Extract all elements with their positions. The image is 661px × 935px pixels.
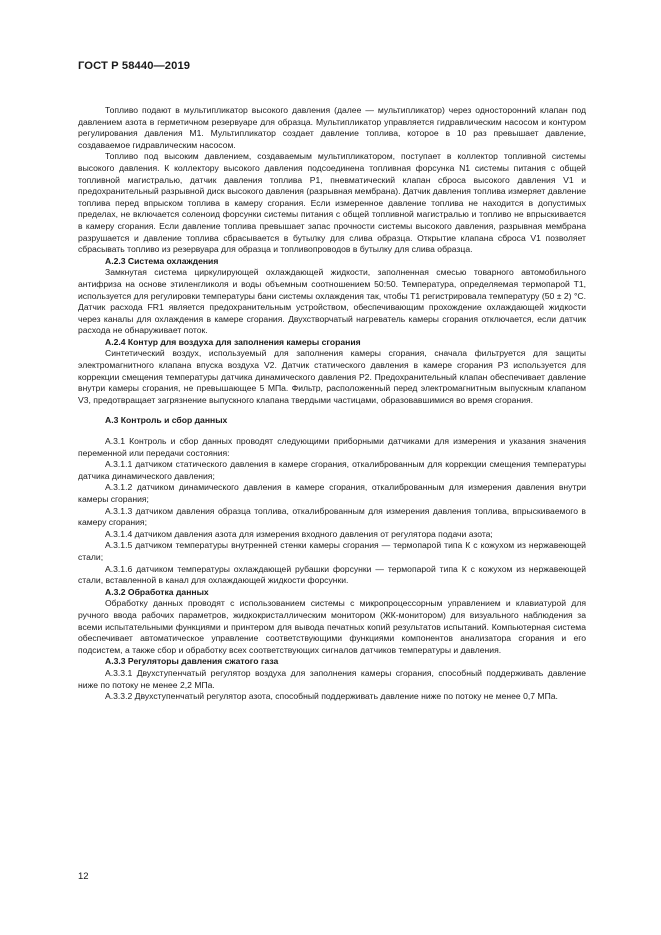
section-heading: А.2.3 Система охлаждения xyxy=(105,255,219,266)
list-item: А.3.1.5 датчиком температуры внутренней стенки камеры сгорания — термопарой типа К с кожухом из нержавеющей стали; xyxy=(78,540,586,562)
list-item: А.3.1.2 датчиком динамического давления в камере сгорания, откалиброванным для измерения давления внутри камеры сгорания; xyxy=(78,482,586,504)
section-heading: А.3.2 Обработка данных xyxy=(105,586,209,597)
paragraph: А.3.3.2 Двухступенчатый регулятор азота, способный поддерживать давление ниже по потоку не менее 0,7 МПа. xyxy=(105,691,558,702)
paragraph: Обработку данных проводят с использованием системы с микропроцессорным управлением и клавиатурой для ручного ввода рабочих параметров, жидкокристаллическим монитором (ЖК-монитором) для визуального наблюдения за всеми испытательными функциями и принтером для вывода печатных копий результатов испытаний. Компьютерная система обеспечивает автоматическое управление соответствующими функциями компонентов анализатора сгорания и его подсистем, а также сбор и обработку всех соответствующих сигналов датчиков температуры и давления. xyxy=(78,598,586,655)
paragraph: А.3.1 Контроль и сбор данных проводят следующими приборными датчиками для измерения и указания значения переменной или передачи состояния: xyxy=(78,436,586,458)
section-heading: А.3 Контроль и сбор данных xyxy=(105,415,228,426)
paragraph: Синтетический воздух, используемый для заполнения камеры сгорания, сначала фильтруется для защиты электромагнитного клапана впуска воздуха V2. Датчик статического давления в камере сгорания Р3 используется для коррекции смещения температуры датчика динамического давления Р2. Предохранительный клапан обеспечивает давление внутри камеры сгорания, не превышающее 5 МПа. Фильтр, расположенный перед электромагнитным выпускным клапаном V3, предотвращает загрязнение выпускного клапана твердыми частицами, образовавшимися во время сгорания. xyxy=(78,348,586,405)
paragraph: Замкнутая система циркулирующей охлаждающей жидкости, заполненная смесью товарного автомобильного антифриза на основе этиленгликоля и воды объемным соотношением 50:50. Температура, определяемая термопарой Т1, используется для регулировки температуры бани системы охлаждения так, чтобы Т1 регистрировала температуру (50 ± 2) °С. Датчик расхода FR1 является предохранительным устройством, обеспечивающим прохождение охлаждающей жидкости через каналы для охлаждения в камере сгорания. Двухстворчатый нагреватель камеры сгорания отключается, если датчик расхода не обнаруживает поток. xyxy=(78,267,586,336)
document-body xyxy=(78,105,586,703)
list-item: А.3.1.3 датчиком давления образца топлива, откалиброванным для измерения давления топлива, впрыскиваемого в камеру сгорания; xyxy=(78,505,586,528)
paragraph: А.3.3.1 Двухступенчатый регулятор воздуха для заполнения камеры сгорания, способный поддерживать давление ниже по потоку не менее 2,2 МПа. xyxy=(78,667,586,690)
list-item: А.3.1.6 датчиком температуры охлаждающей рубашки форсунки — термопарой типа К с кожухом из нержавеющей стали, вставленной в канал для охлаждающей жидкости форсунки. xyxy=(78,563,586,586)
list-item: А.3.1.1 датчиком статического давления в камере сгорания, откалиброванным для коррекции смещения температуры датчика динамического давления; xyxy=(78,459,586,481)
paragraph: Топливо подают в мультипликатор высокого давления (далее — мультипликатор) через односторонний клапан под давлением азота в герметичном резервуаре для образца. Мультипликатор управляется гидравлическим насосом и контуром регулирования давления М1. Мультипликатор создает давление топлива, которое в 10 раз превышает давление, создаваемое гидравлическим насосом. xyxy=(78,105,586,150)
list-item: А.3.1.4 датчиком давления азота для измерения входного давления от регулятора подачи азота; xyxy=(105,528,493,539)
page-number: 12 xyxy=(78,871,89,882)
document-header: ГОСТ Р 58440—2019 xyxy=(78,60,191,72)
section-heading: А.3.3 Регуляторы давления сжатого газа xyxy=(105,656,279,667)
section-heading: А.2.4 Контур для воздуха для заполнения камеры сгорания xyxy=(105,336,361,347)
paragraph: Топливо под высоким давлением, создаваемым мультипликатором, поступает в коллектор топливной системы высокого давления. К коллектору высокого давления подсоединена топливная форсунка N1 системы питания с общей топливной магистралью, датчик давления топлива Р1, пневматический клапан сброса высокого давления V1 и предохранительный разрывной диск высокого давления (разрывная мембрана). Датчик давления топлива измеряет давление топлива перед впрыском топлива в камеру сгорания. Если измеренное давление топлива не находится в допустимых пределах, не включается соленоид форсунки системы питания с общей топливной магистралью и топливо не впрыскивается в камеру сгорания. Если давление топлива превышает запас прочности системы высокого давления, разрывная мембрана разрушается и давление топлива сбрасывается в бутылку для слива образца. Открытие клапана сброса V1 позволяет сбрасывать топливо из резервуара для образца и топливопроводов в бутылку для слива образца. xyxy=(78,151,586,255)
